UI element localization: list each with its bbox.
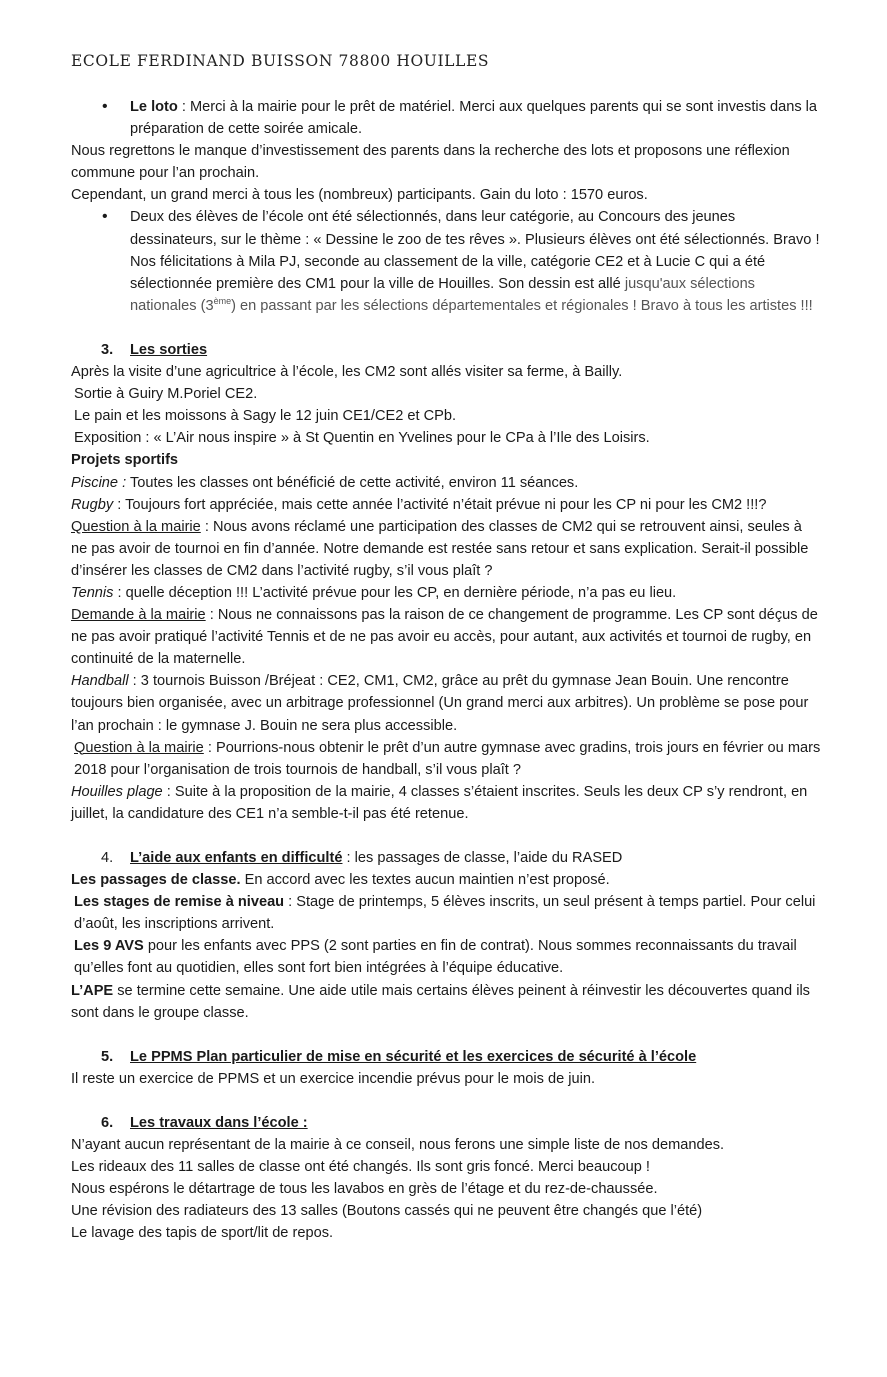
loto-bullet: • Le loto : Merci à la mairie pour le prêt de matériel. Merci aux quelques parents qui se sont investis dans la préparation de cette soirée amicale. bbox=[71, 96, 821, 140]
sport-demande: Demande à la mairie : Nous ne connaissons pas la raison de ce changement de programme. Les CP sont déçus de ne pas avoir pratiqué l’activité Tennis et de ne pas avoir eu accès, pour autant, aux activités et tournoi de rugby, en continuité de la maternelle. bbox=[71, 607, 818, 668]
sport-title: Projets sportifs bbox=[71, 452, 179, 469]
sport-tennis: Tennis : quelle déception !!! L’activité prévue pour les CP, en dernière période, n’a pas eu lieu. bbox=[71, 584, 677, 601]
aide-ape: L’APE se termine cette semaine. Une aide utile mais certains élèves peinent à réinvestir les découvertes quand ils sont dans le groupe classe. bbox=[71, 982, 810, 1021]
aide-stages: Les stages de remise à niveau : Stage de printemps, 5 élèves inscrits, un seul présent à temps partiel. Pour celui d’août, les inscriptions arrivent. bbox=[74, 894, 816, 933]
aide-passages: Les passages de classe. En accord avec les textes aucun maintien n’est proposé. bbox=[71, 872, 610, 889]
section-heading-aide: 4. L’aide aux enfants en difficulté : les passages de classe, l’aide du RASED bbox=[101, 850, 623, 866]
page-header: ECOLE FERDINAND BUISSON 78800 HOUILLES bbox=[71, 52, 490, 70]
sorties-line: Le pain et les moissons à Sagy le 12 juin CE1/CE2 et CPb. bbox=[74, 408, 457, 425]
sport-question-1: Question à la mairie : Nous avons réclamé une participation des classes de CM2 qui se retrouvent ainsi, seules à ne pas avoir de tournoi en fin d’année. Notre demande est restée sans retour et sans explication. Serait-il possible d’insérer les classes de CM2 dans l’activité rugby, s’il vous plaît ? bbox=[71, 518, 809, 579]
sport-handball: Handball : 3 tournois Buisson /Bréjeat : CE2, CM1, CM2, grâce au prêt du gymnase Jean Bouin. Une rencontre toujours bien organisée, avec un arbitrage professionnel (Un grand merci aux arbitres). Un problème se pose pour l’an prochain : le gymnase J. Bouin ne sera plus accessible. bbox=[71, 673, 809, 734]
section-heading-sorties: 3. Les sorties bbox=[101, 341, 208, 358]
document-body bbox=[71, 96, 821, 1245]
sport-rugby: Rugby : Toujours fort appréciée, mais cette année l’activité n’était prévue ni pour les CP ni pour les CM2 !!!? bbox=[71, 496, 767, 513]
sport-piscine: Piscine : Toutes les classes ont bénéficié de cette activité, environ 11 séances. bbox=[71, 474, 579, 491]
ppms-text: Il reste un exercice de PPMS et un exercice incendie prévus pour le mois de juin. bbox=[71, 1070, 596, 1087]
sorties-line: Exposition : « L’Air nous inspire » à St Quentin en Yvelines pour le CPa à l’Ile des Loisirs. bbox=[74, 430, 650, 447]
sorties-line: Sortie à Guiry M.Poriel CE2. bbox=[74, 386, 258, 403]
travaux-line: Nous espérons le détartrage de tous les lavabos en grès de l’étage et du rez-de-chaussée. bbox=[71, 1181, 658, 1198]
sport-houilles-plage: Houilles plage : Suite à la proposition de la mairie, 4 classes s’étaient inscrites. Seuls les deux CP s’y rendront, en juillet, la candidature des CE1 n’a semble-t-il pas été retenue. bbox=[71, 783, 808, 822]
concours-bullet: • Deux des élèves de l’école ont été sélectionnés, dans leur catégorie, au Concours des jeunes dessinateurs, sur le thème : « Dessine le zoo de tes rêves ». Plusieurs élèves ont été sélectionnés. Bravo ! Nos félicitations à Mila PJ, seconde au classement de la ville, catégorie CE2 et à Lucie C qui a été sélectionnée première des CM1 pour la ville de Houilles. Son dessin est allé jusqu'aux sélections nationales (3ème) en passant par les sélections départementales et régionales ! Bravo à tous les artistes !!! bbox=[71, 206, 821, 316]
loto-paragraph-1: Nous regrettons le manque d’investissement des parents dans la recherche des lots et proposons une réflexion commune pour l’an prochain. bbox=[71, 143, 790, 182]
sorties-line: Après la visite d’une agricultrice à l’école, les CM2 sont allés visiter sa ferme, à Bailly. bbox=[71, 364, 623, 381]
travaux-line: Le lavage des tapis de sport/lit de repos. bbox=[71, 1225, 334, 1242]
sport-question-2: Question à la mairie : Pourrions-nous obtenir le prêt d’un autre gymnase avec gradins, trois jours en février ou mars 2018 pour l’organisation de trois tournois de handball, s’il vous plaît ? bbox=[74, 739, 821, 778]
travaux-line: Les rideaux des 11 salles de classe ont été changés. Ils sont gris foncé. Merci beaucoup ! bbox=[71, 1159, 650, 1176]
aide-avs: Les 9 AVS pour les enfants avec PPS (2 sont parties en fin de contrat). Nous sommes reconnaissants du travail qu’elles font au quotidien, elles sont fort bien intégrées à l’équipe éducative. bbox=[74, 938, 797, 977]
travaux-line: N’ayant aucun représentant de la mairie à ce conseil, nous ferons une simple liste de nos demandes. bbox=[71, 1137, 725, 1154]
travaux-line: Une révision des radiateurs des 13 salles (Boutons cassés qui ne peuvent être changés que l’été) bbox=[71, 1203, 703, 1220]
section-heading-travaux: 6. Les travaux dans l’école : bbox=[101, 1114, 308, 1131]
section-heading-ppms: 5. Le PPMS Plan particulier de mise en sécurité et les exercices de sécurité à l’école bbox=[101, 1048, 697, 1065]
loto-paragraph-2: Cependant, un grand merci à tous les (nombreux) participants. Gain du loto : 1570 euros. bbox=[71, 187, 648, 204]
